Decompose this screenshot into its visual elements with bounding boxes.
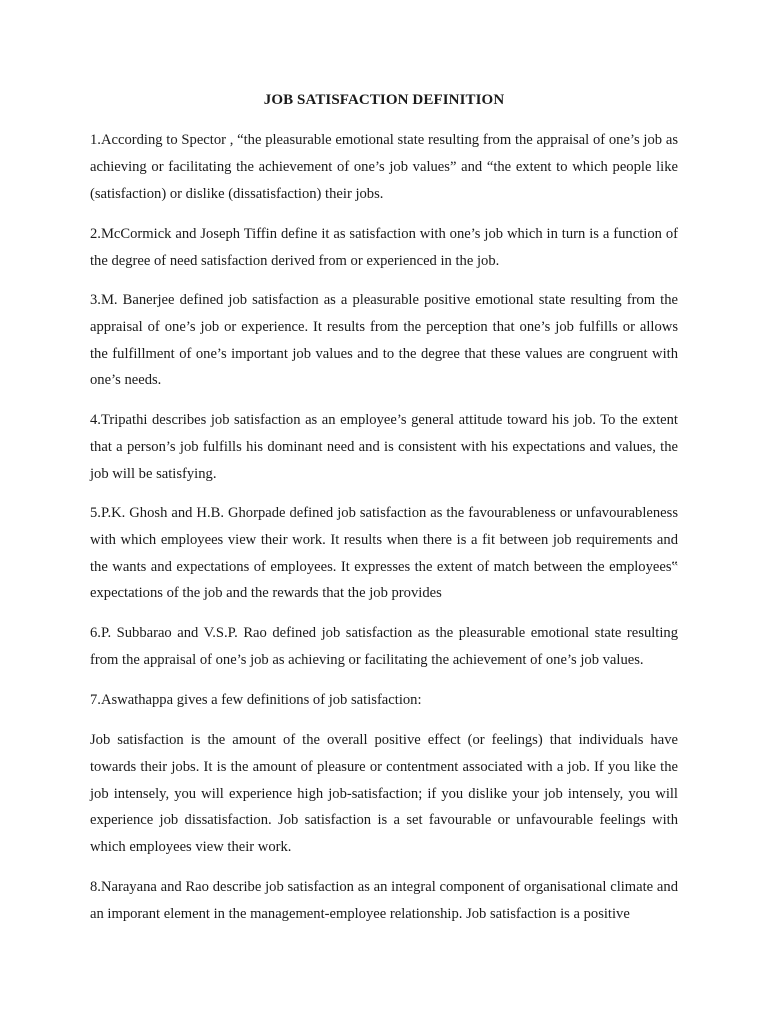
definition-paragraph-mccormick: 2.McCormick and Joseph Tiffin define it as satisfaction with one’s job which in turn is a function of the degree of need satisfaction derived from or experienced in the job. bbox=[90, 226, 678, 269]
definition-paragraph-narayana: 8.Narayana and Rao describe job satisfaction as an integral component of organisational climate and an imporant element in the management-employee relationship. Job satisfaction is a positive bbox=[90, 879, 678, 922]
document-title: JOB SATISFACTION DEFINITION bbox=[263, 92, 505, 108]
definition-paragraph-subbarao: 6.P. Subbarao and V.S.P. Rao defined job satisfaction as the pleasurable emotional state resulting from the appraisal of one’s job as achieving or facilitating the achievement of one’s job values. bbox=[90, 625, 678, 668]
definition-paragraph-aswathappa-body: Job satisfaction is the amount of the overall positive effect (or feelings) that individuals have towards their jobs. It is the amount of pleasure or contentment associated with a job. If you like the job intensely, you will experience high job-satisfaction; if you dislike your job intensely, you will experience job dissatisfaction. Job satisfaction is a set favourable or unfavourable feelings with which employees view their work. bbox=[90, 732, 678, 856]
definition-paragraph-tripathi: 4.Tripathi describes job satisfaction as an employee’s general attitude toward his job. To the extent that a person’s job fulfills his dominant need and is consistent with his expectations and values, the job will be satisfying. bbox=[90, 412, 678, 482]
definition-paragraph-aswathappa-intro: 7.Aswathappa gives a few definitions of job satisfaction: bbox=[90, 692, 422, 708]
definition-paragraph-ghosh: 5.P.K. Ghosh and H.B. Ghorpade defined job satisfaction as the favourableness or unfavourableness with which employees view their work. It results when there is a fit between job requirements and the wants and expectations of employees. It expresses the extent of match between the employees‟ expectations of the job and the rewards that the job provides bbox=[90, 505, 678, 602]
definition-paragraph-banerjee: 3.M. Banerjee defined job satisfaction as a pleasurable positive emotional state resulting from the appraisal of one’s job or experience. It results from the perception that one’s job fulfills or allows the fulfillment of one’s important job values and to the degree that these values are congruent with one’s needs. bbox=[90, 292, 678, 389]
definition-paragraph-spector: 1.According to Spector , “the pleasurable emotional state resulting from the appraisal of one’s job as achieving or facilitating the achievement of one’s job values” and “the extent to which people like (satisfaction) or dislike (dissatisfaction) their jobs. bbox=[90, 132, 678, 202]
